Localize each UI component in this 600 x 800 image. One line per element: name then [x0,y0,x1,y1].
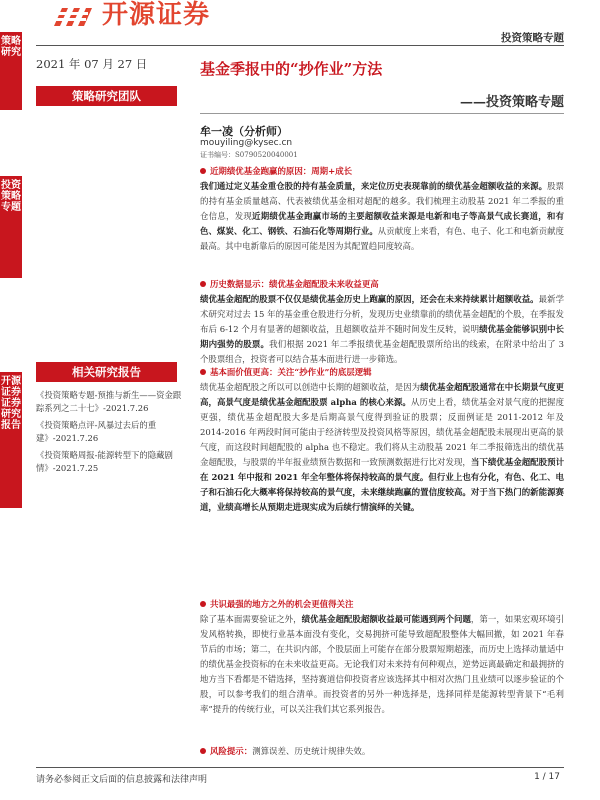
section-emphasis: 绩优基金超配股超额收益最可能遇到两个问题 [301,614,471,624]
section-heading: 历史数据显示：绩优基金超配股未来收益更高 [210,279,379,289]
bullet-icon [200,369,206,375]
author-name: 牟一凌（分析师） [200,125,288,138]
section-text: 从历史上看，绩优基金对景气度的把握度更强，绩优基金超配股大多是后期高景气度得到验证的股票；反面例证是 2011-2012 年及 2014-2016 年两段时间可能由于经济转型及投资风格等原因，绩优基金超配股未展现出更高的景气度，而这段时间超配股的 alpha 也不稳定。我们将从主动股基 2021 年二季报筛选出的绩优基金超配股，与股票的半年报业绩预告数据和一致预测数据进行比对发现， [200,397,565,467]
section-heading: 近期绩优基金跑赢的原因：周期+成长 [210,166,353,176]
section-cycle-growth [200,164,564,254]
header-divider [36,45,564,46]
author-email[interactable]: mouyiling@kysec.cn [200,138,293,148]
section-text: 最新学术研究对过去 15 年的基金重仓股进行分析，发现历史业绩靠前的绩优基金超配的个股，在季报发布后 6-12 个月有显著的超额收益，且超额收益并不随时间发生反转，说明 [200,294,565,334]
author-certificate: 证书编号：S0790520040001 [200,151,298,159]
bullet-icon [200,281,206,287]
related-report-item[interactable]: 《投资策略周报-能源转型下的隐藏剧情》-2021.7.25 [36,449,173,474]
section-text: 绩优基金超配股之所以可以创造中长期的超额收益，是因为 [200,382,421,392]
related-reports-list [36,389,183,478]
section-text: 从贡献度上来看，有色、电子、化工和电新贡献度最高。其中电新靠后的原因可能是因为其配置趋同度较高。 [200,226,564,251]
bullet-icon [200,601,206,607]
section-heading: 风险提示： [210,746,253,756]
related-reports-header: 相关研究报告 [36,362,177,382]
section-text: 股票的持有基金质量越高、代表被绩优基金相对超配的越多。我们梳理主动股基 2021 年二季报的重仓信息，发现 [200,181,564,221]
section-lead: 绩优基金超配的股票不仅仅是绩优基金历史上跑赢的原因，还会在未来持续累计超额收益。 [200,294,539,304]
strip-label-strategy: 策略研究 [1,36,21,58]
brand-logo-text: 开源证券 [102,0,211,30]
section-text: 除了基本面需要验证之外， [200,614,302,624]
strip-segment-topic [0,176,22,278]
section-risk [200,744,564,759]
section-consensus [200,597,564,717]
related-report-item[interactable]: 《投资策略点评-风暴过去后的重建》-2021.7.26 [36,419,157,444]
footer-divider [36,767,564,768]
bullet-icon [200,748,206,754]
page-number: 1 / 17 [534,772,560,782]
strip-segment-strategy [0,32,22,110]
section-text: 我们根据 2021 年二季报绩优基金超配股票所给出的线索，在附录中给出了 3 个股票组合，投资者可以结合基本面进行进一步筛选。 [200,339,564,364]
section-heading: 基本面价值更高：关注“抄作业”的底层逻辑 [210,367,372,377]
report-date: 2021 年 07 月 27 日 [36,57,148,71]
report-subtitle: ——投资策略专题 [459,95,564,110]
section-text: 测算误差、历史统计规律失效。 [252,746,371,756]
strip-label-broker: 开源证券 证券研究报告 [1,376,21,431]
logo-icon [52,2,94,28]
title-divider [200,113,564,114]
section-emphasis: 近期绩优基金跑赢市场的主要超额收益来源是电新和电子等高景气成长赛道，和有色、煤炭、化工、钢铁、石油石化等周期行业。 [200,211,565,236]
bullet-icon [200,168,206,174]
section-fundamentals [200,365,564,515]
team-badge: 策略研究团队 [36,86,177,106]
report-title: 基金季报中的“抄作业”方法 [200,60,383,78]
header-tag: 投资策略专题 [501,32,564,44]
related-report-item[interactable]: 《投资策略专题-预推与新生——资金跟踪系列之二十七》-2021.7.26 [36,390,182,414]
section-text: ，第一，如果宏观环境引发风格转换，即使行业基本面没有变化，交易拥挤可能导致超配股整体大幅回撤，如 2021 年春节后的市场；第二，在共识内部，个股层面上可能存在部分股票短期超涨，而历史上选择动量适中的绩优基金投资标的在未来收益更高。无论我们对未来持有何种观点，逆势远离最确定和最拥挤的地方当下看都是不错选择，坚持赛道信仰投资者应该选择其中相对次热门且业绩可以逐步验证的个股，可以参考我们的组合清单。而投资者的另外一种选择是，选择同样是能源转型背景下“毛利率”提升的传统行业，可以关注我们其它系列报告。 [200,614,565,714]
section-history-data [200,277,564,367]
section-emphasis: 当下绩优基金超配股预计在 2021 年中报和 2021 年全年整体将保持较高的景气度。但行业上也有分化，有色、化工、电子和石油石化大概率将保持较高的景气度，未来继续跑赢的置信度较高。对于当下热门的新能源赛道，业绩高增长从预期走进现实成为后续行情演绎的关键。 [200,457,565,512]
section-lead: 我们通过定义基金重仓股的持有基金质量，来定位历史表现靠前的绩优基金超额收益的来源。 [200,181,548,191]
strip-label-topic: 投资策略专题 [1,180,21,213]
footer-disclaimer: 请务必参阅正文后面的信息披露和法律声明 [36,775,208,785]
section-emphasis: 绩优基金能够识别中长期内强势的股票。 [200,324,564,349]
section-emphasis: 绩优基金超配股通常在中长期景气度更高，高景气度是绩优基金超配股票 alpha 的核心来源。 [200,382,564,407]
section-heading: 共识最强的地方之外的机会更值得关注 [210,599,354,609]
strip-segment-broker [0,372,22,508]
